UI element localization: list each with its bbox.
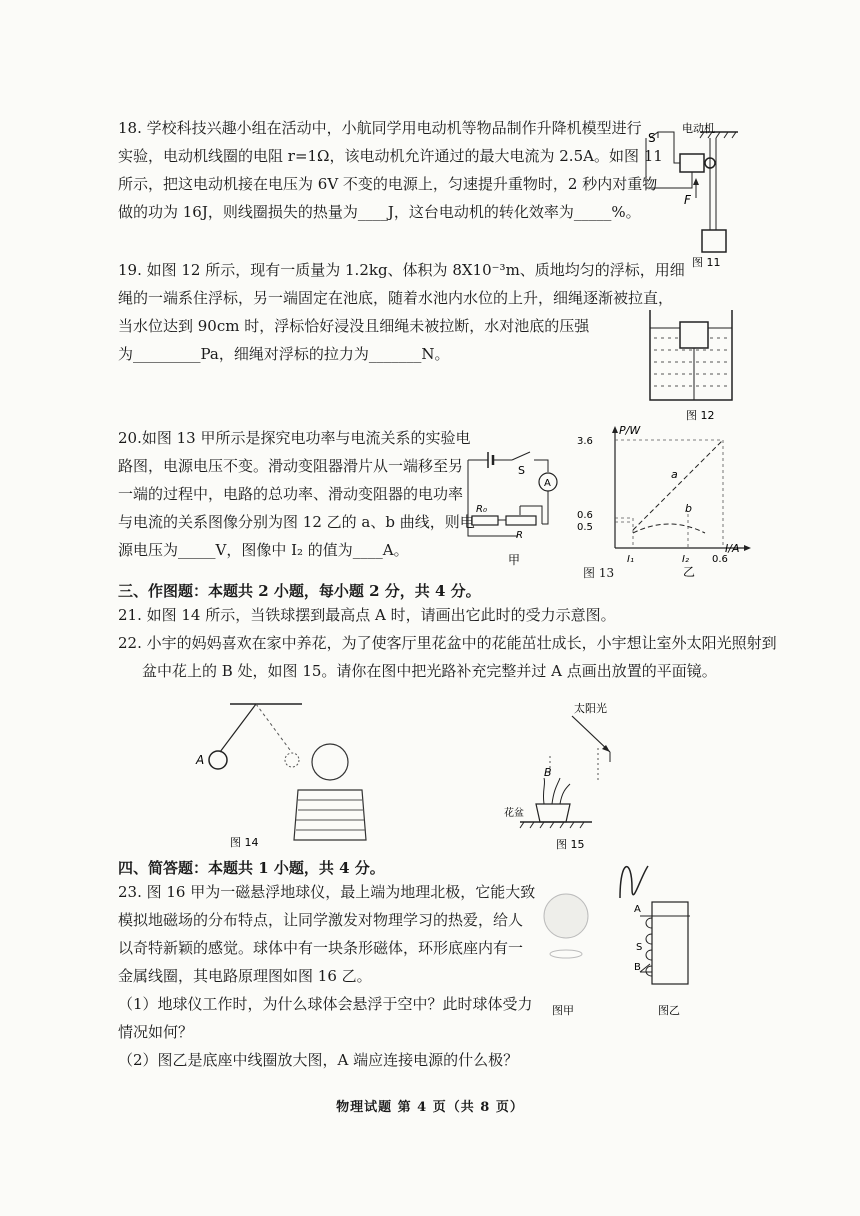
question-23 bbox=[118, 878, 535, 1074]
figure-12-caption: 图 12 bbox=[686, 409, 715, 422]
force-label-f: F bbox=[684, 193, 691, 207]
figure-13-caption: 图 13 bbox=[583, 566, 615, 580]
fig16-s-label: S bbox=[636, 942, 643, 953]
q19-line-1: 19. 如图 12 所示，现有一质量为 1.2kg、体积为 8X10⁻³m、质地均匀的浮标，用细 bbox=[118, 261, 685, 279]
q22-line-2: 盆中花上的 B 处，如图 15。请你在图中把光路补充完整并过 A 点画出放置的平面镜。 bbox=[142, 662, 717, 680]
q23-sub2: （2）图乙是底座中线圈放大图，A 端应连接电源的什么极？ bbox=[118, 1051, 519, 1069]
q20-line-5: 源电压为_____V，图像中 I₂ 的值为____A。 bbox=[118, 541, 409, 559]
iron-ball bbox=[209, 751, 227, 769]
section-3-title: 三、作图题：本题共 2 小题，每小题 2 分，共 4 分。 bbox=[118, 582, 481, 600]
figure-13-circuit bbox=[458, 440, 573, 570]
sun-ray bbox=[572, 716, 610, 752]
series-a-line bbox=[633, 440, 723, 530]
flower-stems bbox=[543, 778, 570, 804]
circuit-caption-jia: 甲 bbox=[508, 553, 521, 567]
figure-16-yi-caption: 图乙 bbox=[658, 1004, 680, 1017]
resistor-r0 bbox=[472, 516, 498, 525]
section-4-title: 四、简答题：本题共 1 小题，共 4 分。 bbox=[118, 859, 385, 877]
q20-line-3: 一端的过程中，电路的总功率、滑动变阻器的电功率 bbox=[118, 485, 464, 503]
switch-label-s: S bbox=[648, 131, 656, 145]
weight-block bbox=[702, 230, 726, 252]
question-19 bbox=[118, 256, 685, 368]
float-buoy bbox=[680, 322, 708, 348]
q20-line-2: 路图，电源电压不变。滑动变阻器滑片从一端移至另 bbox=[118, 457, 464, 475]
x-axis-label: I/A bbox=[725, 542, 740, 555]
series-b-label: b bbox=[685, 502, 692, 515]
figure-14-caption: 图 14 bbox=[230, 836, 259, 849]
fig16-a-label: A bbox=[634, 904, 641, 915]
figure-15-caption: 图 15 bbox=[556, 838, 585, 851]
point-a-label: A bbox=[196, 753, 205, 767]
point-b-label: B bbox=[544, 766, 552, 779]
q19-line-3: 当水位达到 90cm 时，浮标恰好浸没且细绳未被拉断，水对池底的压强 bbox=[118, 317, 590, 335]
figure-14-pendulum bbox=[190, 700, 390, 850]
child-body bbox=[294, 790, 366, 840]
x-tick-0-6: 0.6 bbox=[712, 554, 728, 565]
question-20 bbox=[118, 424, 475, 564]
r0-label: R₀ bbox=[476, 504, 487, 515]
q19-line-4: 为_________Pa，细绳对浮标的拉力为_______N。 bbox=[118, 345, 450, 363]
q23-sub1-line-1: （1）地球仪工作时，为什么球体会悬浮于空中？此时球体受力 bbox=[118, 995, 533, 1013]
y-tick-0-6: 0.6 bbox=[577, 510, 593, 521]
figure-15-sunlight bbox=[500, 692, 650, 852]
r-label: R bbox=[516, 530, 523, 541]
q18-line-1: 18. 学校科技兴趣小组在活动中，小航同学用电动机等物品制作升降机模型进行 bbox=[118, 119, 642, 137]
q20-line-1: 20.如图 13 甲所示是探究电功率与电流关系的实验电 bbox=[118, 429, 471, 447]
flowerpot-label: 花盆 bbox=[504, 808, 524, 819]
globe-photo bbox=[544, 894, 588, 938]
q23-line-2: 模拟地磁场的分布特点，让同学激发对物理学习的热爱，给人 bbox=[118, 911, 524, 929]
y-tick-3-6: 3.6 bbox=[577, 436, 593, 447]
series-a-label: a bbox=[671, 468, 678, 481]
figure-16-jia-caption: 图甲 bbox=[552, 1004, 574, 1017]
q19-line-2: 绳的一端系住浮标，另一端固定在池底，随着水池内水位的上升，细绳逐渐被拉直， bbox=[118, 289, 674, 307]
flower-pot bbox=[536, 804, 570, 822]
q18-line-3: 所示，把这电动机接在电压为 6V 不变的电源上，匀速提升重物时，2 秒内对重物 bbox=[118, 175, 658, 193]
x-tick-i1: I₁ bbox=[627, 554, 634, 565]
q23-line-3: 以奇特新颖的感觉。球体中有一块条形磁体，环形底座内有一 bbox=[118, 939, 524, 957]
coil-core bbox=[652, 902, 688, 984]
q23-sub1-line-2: 情况如何？ bbox=[118, 1023, 194, 1041]
q23-line-1: 23. 图 16 甲为一磁悬浮地球仪，最上端为地理北极，它能大致 bbox=[118, 883, 536, 901]
sunlight-label: 太阳光 bbox=[574, 702, 607, 715]
x-tick-i2: I₂ bbox=[682, 554, 689, 565]
q23-line-4: 金属线圈，其电路原理图如图 16 乙。 bbox=[118, 967, 372, 985]
motor-body bbox=[680, 154, 704, 172]
y-tick-0-5: 0.5 bbox=[577, 522, 593, 533]
q20-line-4: 与电流的关系图像分别为图 12 乙的 a、b 曲线，则电 bbox=[118, 513, 475, 531]
question-22 bbox=[118, 629, 777, 685]
q22-line-1: 22. 小宇的妈妈喜欢在家中养花，为了使客厅里花盆中的花能茁壮成长，小宇想让室外太阳光照射到 bbox=[118, 634, 777, 652]
q21-text: 21. 如图 14 所示，当铁球摆到最高点 A 时，请画出它此时的受力示意图。 bbox=[118, 606, 616, 624]
child-head bbox=[312, 744, 348, 780]
rheostat-r bbox=[506, 516, 536, 525]
q18-line-4: 做的功为 16J，则线圈损失的热量为____J，这台电动机的转化效率为_____%。 bbox=[118, 203, 641, 221]
chart-caption-yi: 乙 bbox=[683, 565, 696, 579]
question-18 bbox=[118, 114, 663, 226]
figure-12-float-pool bbox=[640, 304, 740, 422]
ammeter-label: A bbox=[544, 478, 551, 489]
figure-11-motor-lift bbox=[640, 118, 740, 268]
page-footer: 物理试题 第 4 页（共 8 页） bbox=[336, 1100, 524, 1115]
figure-13-power-current-chart bbox=[575, 420, 757, 580]
series-b-curve bbox=[633, 524, 705, 533]
circuit-switch-s: S bbox=[518, 464, 525, 477]
q18-line-2: 实验，电动机线圈的电阻 r=1Ω，该电动机允许通过的最大电流为 2.5A。如图 11 bbox=[118, 147, 663, 165]
figure-16-maglev-globe bbox=[540, 858, 690, 1018]
y-axis-label: P/W bbox=[619, 424, 641, 437]
figure-11-caption: 图 11 bbox=[692, 256, 721, 268]
motor-label: 电动机 bbox=[682, 122, 715, 135]
question-21 bbox=[118, 601, 616, 629]
fig16-b-label: B bbox=[634, 962, 641, 973]
